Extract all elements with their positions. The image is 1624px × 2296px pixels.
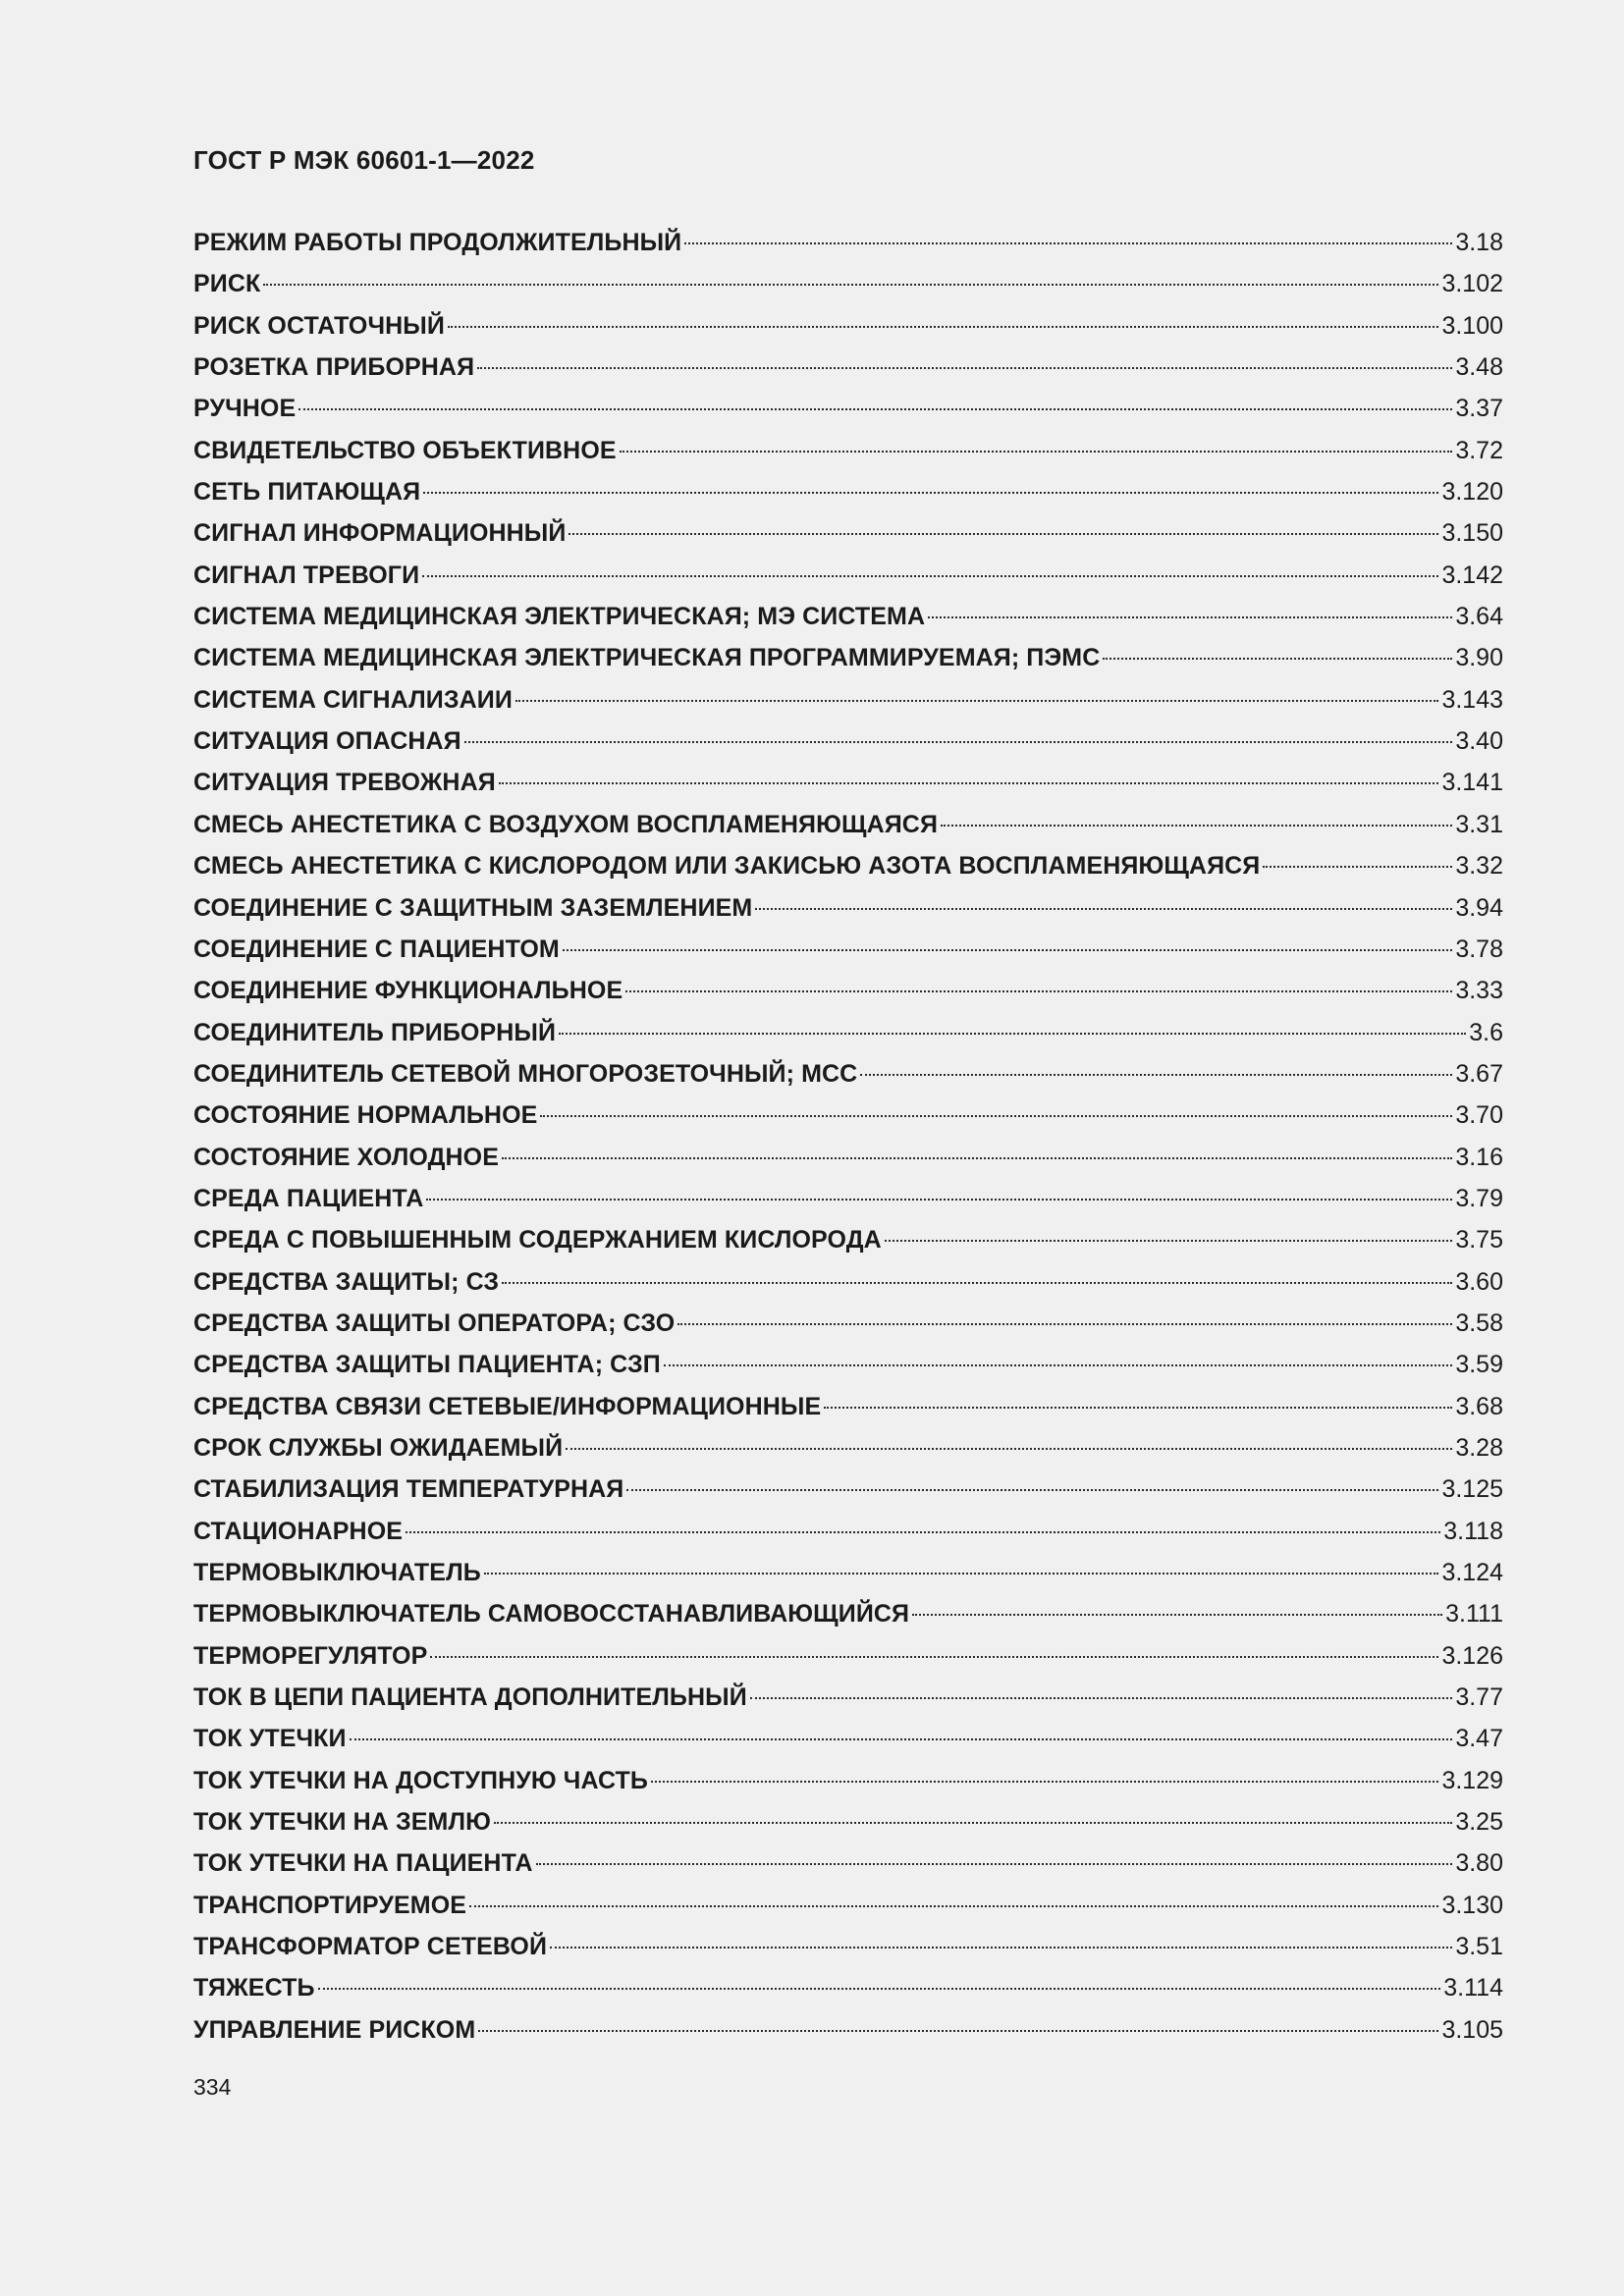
index-entry (193, 804, 1503, 845)
dot-leader (684, 242, 1452, 244)
index-reference: 3.31 (1455, 810, 1503, 838)
index-term: ТРАНСФОРМАТОР СЕТЕВОЙ (193, 1933, 548, 1961)
index-entry (193, 555, 1503, 596)
dot-leader (540, 1115, 1452, 1117)
index-term: СИСТЕМА СИГНАЛИЗАИИ (193, 685, 513, 714)
dot-leader (478, 2030, 1438, 2032)
dot-leader (620, 451, 1453, 453)
index-reference: 3.143 (1441, 685, 1503, 714)
dot-leader (566, 1448, 1452, 1450)
index-entry (193, 1261, 1503, 1303)
dot-leader (350, 1738, 1453, 1740)
dot-leader (502, 1282, 1452, 1284)
index-reference: 3.16 (1455, 1143, 1503, 1171)
index-entry (193, 1137, 1503, 1178)
dot-leader (515, 700, 1439, 702)
index-term: ТРАНСПОРТИРУЕМОЕ (193, 1891, 467, 1919)
index-reference: 3.141 (1441, 769, 1503, 797)
index-term: РИСК ОСТАТОЧНЫЙ (193, 311, 445, 340)
index-reference: 3.111 (1445, 1600, 1503, 1629)
index-reference: 3.33 (1455, 977, 1503, 1005)
index-entry (193, 1801, 1503, 1842)
dot-leader (912, 1614, 1442, 1616)
index-entry (193, 1842, 1503, 1884)
index-term: СОСТОЯНИЕ ХОЛОДНОЕ (193, 1143, 499, 1171)
index-term: СРЕДА С ПОВЫШЕННЫМ СОДЕРЖАНИЕМ КИСЛОРОДА (193, 1226, 882, 1255)
dot-leader (885, 1240, 1453, 1242)
index-term: СИГНАЛ ИНФОРМАЦИОННЫЙ (193, 519, 567, 548)
index-term: СИГНАЛ ТРЕВОГИ (193, 561, 420, 589)
dot-leader (625, 990, 1452, 992)
dot-leader (651, 1781, 1438, 1783)
index-term: ТОК УТЕЧКИ (193, 1725, 347, 1753)
dot-leader (664, 1364, 1452, 1366)
dot-leader (677, 1323, 1452, 1325)
index-reference: 3.78 (1455, 934, 1503, 963)
index-term: СИТУАЦИЯ ОПАСНАЯ (193, 727, 461, 756)
index-reference: 3.58 (1455, 1308, 1503, 1337)
index-term: СОЕДИНЕНИЕ ФУНКЦИОНАЛЬНОЕ (193, 977, 623, 1005)
term-index-list (193, 222, 1503, 2051)
index-entry (193, 1967, 1503, 2008)
index-reference: 3.77 (1455, 1683, 1503, 1712)
dot-leader (941, 825, 1452, 827)
index-reference: 3.75 (1455, 1226, 1503, 1255)
index-reference: 3.130 (1441, 1891, 1503, 1919)
index-term: ТЯЖЕСТЬ (193, 1974, 315, 2002)
index-reference: 3.114 (1443, 1974, 1503, 2002)
dot-leader (824, 1407, 1452, 1409)
index-reference: 3.67 (1455, 1059, 1503, 1088)
index-term: СЕТЬ ПИТАЮЩАЯ (193, 478, 421, 507)
index-term: СОЕДИНИТЕЛЬ СЕТЕВОЙ МНОГОРОЗЕТОЧНЫЙ; МСС (193, 1059, 858, 1088)
index-reference: 3.28 (1455, 1433, 1503, 1462)
index-term: СРЕДСТВА СВЯЗИ СЕТЕВЫЕ/ИНФОРМАЦИОННЫЕ (193, 1392, 822, 1420)
index-term: СРЕДСТВА ЗАЩИТЫ; СЗ (193, 1267, 500, 1296)
index-reference: 3.125 (1441, 1475, 1503, 1504)
index-reference: 3.64 (1455, 603, 1503, 631)
index-term: СОЕДИНЕНИЕ С ПАЦИЕНТОМ (193, 934, 560, 963)
index-reference: 3.94 (1455, 893, 1503, 922)
index-reference: 3.25 (1455, 1808, 1503, 1837)
index-entry (193, 845, 1503, 886)
index-entry (193, 679, 1503, 721)
index-entry (193, 929, 1503, 970)
index-entry (193, 1635, 1503, 1677)
index-term: СОЕДИНЕНИЕ С ЗАЩИТНЫМ ЗАЗЕМЛЕНИЕМ (193, 893, 753, 922)
page-number: 334 (193, 2074, 232, 2100)
index-reference: 3.60 (1455, 1267, 1503, 1296)
index-term: ТОК УТЕЧКИ НА ЗЕМЛЮ (193, 1808, 491, 1837)
index-reference: 3.90 (1455, 644, 1503, 672)
index-term: СИСТЕМА МЕДИЦИНСКАЯ ЭЛЕКТРИЧЕСКАЯ ПРОГРАММИРУЕМАЯ; ПЭМС (193, 644, 1101, 672)
index-term: СРЕДСТВА ЗАЩИТЫ ПАЦИЕНТА; СЗП (193, 1351, 661, 1379)
index-term: СРОК СЛУЖБЫ ОЖИДАЕМЫЙ (193, 1433, 564, 1462)
dot-leader (464, 741, 1453, 743)
index-term: СТАБИЛИЗАЦИЯ ТЕМПЕРАТУРНАЯ (193, 1475, 624, 1504)
index-term: СМЕСЬ АНЕСТЕТИКА С КИСЛОРОДОМ ИЛИ ЗАКИСЬЮ АЗОТА ВОСПЛАМЕНЯЮЩАЯСЯ (193, 852, 1261, 881)
index-reference: 3.18 (1455, 229, 1503, 256)
index-term: РУЧНОЕ (193, 395, 297, 423)
index-term: ТЕРМОВЫКЛЮЧАТЕЛЬ (193, 1559, 481, 1586)
index-reference: 3.105 (1441, 2015, 1503, 2044)
index-reference: 3.80 (1455, 1849, 1503, 1878)
index-entry (193, 263, 1503, 304)
index-reference: 3.72 (1455, 436, 1503, 464)
dot-leader (423, 492, 1438, 494)
index-reference: 3.59 (1455, 1351, 1503, 1379)
index-reference: 3.120 (1441, 478, 1503, 507)
dot-leader (469, 1905, 1438, 1907)
dot-leader (626, 1489, 1438, 1491)
index-reference: 3.102 (1441, 270, 1503, 298)
index-reference: 3.118 (1443, 1517, 1503, 1545)
index-entry (193, 1219, 1503, 1260)
index-term: СОЕДИНИТЕЛЬ ПРИБОРНЫЙ (193, 1018, 557, 1046)
index-entry (193, 471, 1503, 512)
index-entry (193, 1926, 1503, 1967)
index-entry (193, 388, 1503, 429)
index-reference: 3.51 (1455, 1933, 1503, 1961)
dot-leader (563, 949, 1453, 951)
index-entry (193, 887, 1503, 929)
index-entry (193, 637, 1503, 678)
index-entry (193, 1718, 1503, 1759)
index-entry (193, 347, 1503, 388)
dot-leader (502, 1157, 1452, 1159)
document-header: ГОСТ Р МЭК 60601-1—2022 (193, 145, 535, 175)
index-reference: 3.129 (1441, 1766, 1503, 1794)
index-entry (193, 1468, 1503, 1510)
dot-leader (568, 533, 1438, 535)
index-reference: 3.40 (1455, 727, 1503, 756)
index-entry (193, 1511, 1503, 1552)
index-reference: 3.68 (1455, 1392, 1503, 1420)
dot-leader (426, 1199, 1452, 1201)
index-term: ТОК УТЕЧКИ НА ДОСТУПНУЮ ЧАСТЬ (193, 1766, 648, 1794)
index-entry (193, 222, 1503, 263)
dot-leader (477, 367, 1452, 369)
index-reference: 3.37 (1455, 395, 1503, 423)
index-entry (193, 1303, 1503, 1344)
dot-leader (448, 326, 1438, 328)
index-term: СВИДЕТЕЛЬСТВО ОБЪЕКТИВНОЕ (193, 436, 617, 464)
index-entry (193, 1178, 1503, 1219)
index-entry (193, 1012, 1503, 1053)
index-term: СРЕДА ПАЦИЕНТА (193, 1184, 424, 1212)
index-entry (193, 1053, 1503, 1095)
dot-leader (484, 1573, 1439, 1575)
index-entry (193, 430, 1503, 471)
index-reference: 3.100 (1441, 311, 1503, 340)
index-entry (193, 512, 1503, 554)
index-term: РЕЖИМ РАБОТЫ ПРОДОЛЖИТЕЛЬНЫЙ (193, 229, 682, 256)
index-entry (193, 1760, 1503, 1801)
index-entry (193, 305, 1503, 347)
index-reference: 3.48 (1455, 353, 1503, 382)
dot-leader (499, 782, 1439, 784)
dot-leader (928, 616, 1452, 618)
index-entry (193, 1386, 1503, 1427)
index-reference: 3.124 (1441, 1559, 1503, 1586)
index-term: ТЕРМОРЕГУЛЯТОР (193, 1641, 428, 1670)
index-term: УПРАВЛЕНИЕ РИСКОМ (193, 2015, 476, 2044)
index-entry (193, 762, 1503, 803)
index-entry (193, 1593, 1503, 1634)
dot-leader (559, 1033, 1466, 1035)
dot-leader (1103, 658, 1452, 660)
index-term: СИТУАЦИЯ ТРЕВОЖНАЯ (193, 769, 496, 797)
dot-leader (536, 1863, 1453, 1865)
dot-leader (755, 908, 1452, 910)
index-entry (193, 1552, 1503, 1593)
index-term: ТОК УТЕЧКИ НА ПАЦИЕНТА (193, 1849, 533, 1878)
index-term: СИСТЕМА МЕДИЦИНСКАЯ ЭЛЕКТРИЧЕСКАЯ; МЭ СИСТЕМА (193, 603, 926, 631)
index-term: СТАЦИОНАРНОЕ (193, 1517, 404, 1545)
index-reference: 3.79 (1455, 1184, 1503, 1212)
index-reference: 3.47 (1455, 1725, 1503, 1753)
index-reference: 3.32 (1455, 852, 1503, 881)
index-reference: 3.126 (1441, 1641, 1503, 1670)
index-reference: 3.70 (1455, 1101, 1503, 1130)
index-entry (193, 1344, 1503, 1385)
dot-leader (430, 1656, 1438, 1658)
index-term: СРЕДСТВА ЗАЩИТЫ ОПЕРАТОРА; СЗО (193, 1308, 676, 1337)
dot-leader (263, 284, 1438, 286)
dot-leader (1263, 866, 1452, 868)
dot-leader (494, 1822, 1452, 1824)
index-term: РОЗЕТКА ПРИБОРНАЯ (193, 353, 475, 382)
dot-leader (422, 575, 1438, 577)
index-entry (193, 1427, 1503, 1468)
index-entry (193, 596, 1503, 637)
index-term: РИСК (193, 270, 261, 298)
dot-leader (860, 1074, 1452, 1076)
index-term: ТОК В ЦЕПИ ПАЦИЕНТА ДОПОЛНИТЕЛЬНЫЙ (193, 1683, 747, 1712)
index-reference: 3.6 (1469, 1018, 1503, 1046)
index-entry (193, 1885, 1503, 1926)
index-reference: 3.150 (1441, 519, 1503, 548)
dot-leader (550, 1947, 1452, 1949)
index-term: СМЕСЬ АНЕСТЕТИКА С ВОЗДУХОМ ВОСПЛАМЕНЯЮЩАЯСЯ (193, 810, 939, 838)
dot-leader (318, 1988, 1441, 1990)
dot-leader (298, 408, 1452, 410)
index-entry (193, 1677, 1503, 1718)
index-entry (193, 2009, 1503, 2051)
index-reference: 3.142 (1441, 561, 1503, 589)
dot-leader (750, 1697, 1453, 1699)
index-term: СОСТОЯНИЕ НОРМАЛЬНОЕ (193, 1101, 538, 1130)
index-entry (193, 721, 1503, 762)
index-entry (193, 970, 1503, 1011)
index-term: ТЕРМОВЫКЛЮЧАТЕЛЬ САМОВОССТАНАВЛИВАЮЩИЙСЯ (193, 1600, 910, 1629)
dot-leader (406, 1531, 1440, 1533)
index-entry (193, 1095, 1503, 1136)
